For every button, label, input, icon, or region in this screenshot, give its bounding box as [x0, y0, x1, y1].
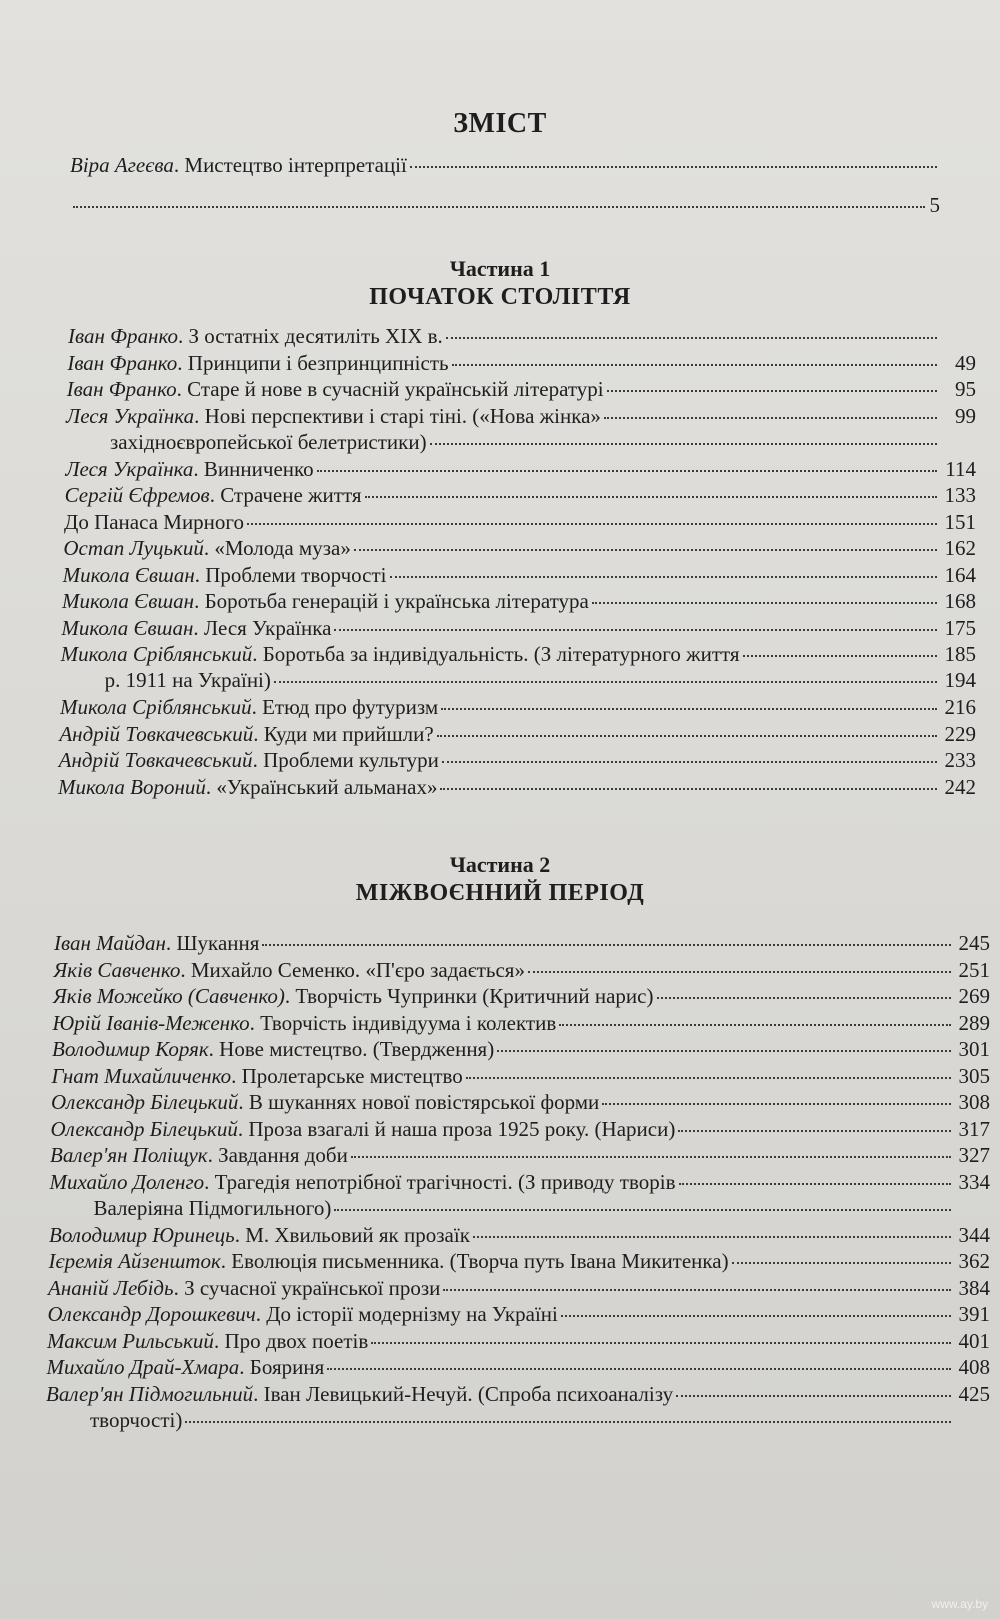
entry-page: 216 — [944, 695, 976, 719]
leader-dots — [452, 364, 937, 366]
entry-page: 49 — [954, 350, 976, 375]
entry-author: Іван Майдан — [54, 931, 166, 955]
entry-author: Андрій Товкачевський — [59, 721, 254, 746]
entry-line — [53, 983, 990, 1009]
entry-author: Леся Українка — [66, 403, 195, 428]
entry-line — [46, 1381, 990, 1407]
toc-entry — [46, 1381, 990, 1433]
entry-line — [61, 641, 976, 667]
entry-line — [66, 403, 976, 429]
entry-author: Валер'ян Поліщук — [50, 1143, 208, 1167]
toc-entry — [48, 1301, 991, 1327]
entry-line — [50, 1195, 991, 1221]
leader-dots — [466, 1077, 951, 1079]
entry-page: 175 — [944, 615, 976, 640]
entry-author: Остап Луцький — [63, 536, 204, 560]
leader-dots — [334, 1209, 951, 1211]
separator: . — [165, 931, 177, 955]
toc-entry — [54, 930, 990, 956]
entry-line — [49, 1248, 991, 1274]
entry-line — [65, 482, 976, 508]
entry-page: 308 — [958, 1090, 990, 1114]
entry-line — [68, 323, 976, 349]
entry-title: Принципи і безпринципність — [187, 350, 449, 375]
entry-page: 391 — [958, 1302, 990, 1326]
leader-dots — [440, 788, 937, 790]
entry-title: З остатніх десятиліть XIX в. — [188, 324, 443, 348]
toc-entry — [59, 721, 976, 747]
entry-line — [58, 774, 976, 800]
entry-page: 301 — [958, 1037, 990, 1061]
leader-dots — [354, 549, 937, 551]
toc-entry-intro: Віра Агеєва . Мистецтво інтерпретації 5 — [70, 153, 940, 217]
entry-author: Іван Франко — [66, 377, 177, 401]
separator: . — [194, 403, 205, 428]
entry-title: Шукання — [176, 931, 260, 955]
entry-line — [47, 1328, 990, 1354]
entry-title: Пролетарське мистецтво — [241, 1063, 463, 1088]
entry-line — [63, 535, 976, 561]
leader-dots — [274, 681, 937, 683]
leader-dots — [446, 337, 937, 339]
entry-line — [54, 930, 990, 956]
toc-entry — [67, 376, 976, 402]
entry-page: 251 — [958, 957, 990, 982]
entry-title: М. Хвильовий як прозаїк — [245, 1222, 470, 1247]
entry-line — [67, 350, 976, 376]
leader-dots — [678, 1130, 951, 1132]
toc-entry — [50, 1169, 991, 1221]
separator: . — [209, 483, 221, 507]
entry-title: Куди ми прийшли? — [263, 721, 434, 746]
separator: . — [193, 456, 204, 481]
leader-dots — [327, 1368, 951, 1370]
entry-page: 327 — [958, 1143, 990, 1167]
separator: . — [237, 1116, 249, 1141]
entry-author: Юрій Іванів-Меженко — [52, 1010, 250, 1035]
entry-page: 151 — [944, 509, 976, 534]
leader-dots — [442, 761, 937, 763]
entry-title: Нове мистецтво. (Твердження) — [219, 1037, 495, 1061]
entry-title: Михайло Семенко. «П'єро задається» — [190, 957, 525, 982]
entry-page: 164 — [944, 562, 976, 587]
entry-author: Леся Українка — [65, 456, 194, 481]
leader-dots — [410, 166, 937, 168]
toc-entry — [66, 403, 976, 455]
toc-entry — [64, 509, 976, 535]
toc-entry — [47, 1328, 990, 1354]
leader-dots — [430, 443, 937, 445]
entry-line — [59, 721, 976, 747]
entry-author: Сергій Єфремов — [64, 483, 210, 507]
entry-page: 408 — [958, 1355, 990, 1379]
entry-line — [48, 1275, 990, 1301]
entry-title: Проза взагалі й наша проза 1925 року. (Нариси) — [248, 1116, 676, 1141]
toc-entry — [47, 1354, 991, 1380]
entry-author: Микола Сріблянський — [60, 642, 253, 666]
leader-dots — [561, 1315, 951, 1317]
toc-entry — [54, 957, 991, 983]
entry-title: Еволюція письменника. (Творча путь Івана Микитенка) — [231, 1249, 729, 1273]
entry-author: Олександр Дорошкевич — [47, 1302, 256, 1326]
entry-line — [50, 1169, 991, 1195]
entry-author: Валер'ян Підмогильний — [46, 1381, 254, 1406]
entry-title: «Український альманах» — [216, 774, 438, 799]
entry-author: Микола Євшан — [62, 589, 195, 613]
entry-page: 401 — [958, 1328, 990, 1353]
entry-line — [46, 1407, 990, 1433]
part-number: Частина 1 — [449, 256, 551, 281]
entry-title: Про двох поетів — [224, 1328, 369, 1353]
leader-dots — [602, 1103, 951, 1105]
entry-page: 185 — [944, 642, 976, 666]
entry-author: Яків Можейко (Савченко) — [53, 984, 285, 1008]
separator: . — [173, 1275, 185, 1300]
entry-author: Гнат Михайличенко — [51, 1063, 232, 1088]
toc-entry — [65, 456, 976, 482]
entry-line — [53, 1010, 991, 1036]
entry-author: Іван Франко — [67, 350, 178, 375]
entry-title: Мистецтво інтерпретації — [184, 153, 407, 177]
part-heading — [0, 852, 1000, 907]
toc-entry — [52, 1036, 990, 1062]
entry-author: Михайло Драй-Хмара — [46, 1355, 240, 1379]
toc-entry — [68, 323, 976, 349]
leader-dots — [247, 523, 937, 525]
entry-author: Ієремія Айзеншток — [48, 1249, 221, 1273]
entry-author: Володимир Коряк — [52, 1037, 209, 1061]
entry-title: До Панаса Мирного — [64, 509, 245, 534]
entry-title: До історії модернізму на Україні — [266, 1302, 558, 1326]
leader-dots — [676, 1395, 951, 1397]
leader-dots — [317, 470, 937, 472]
toc-entry — [63, 562, 976, 588]
toc-entry — [49, 1222, 990, 1248]
separator: . — [284, 984, 296, 1008]
entry-title: Бояриня — [249, 1355, 325, 1379]
separator: . — [253, 1381, 264, 1406]
entry-page: 162 — [944, 536, 976, 560]
separator: . — [253, 721, 264, 746]
leader-dots — [262, 944, 951, 946]
toc-entry — [67, 350, 976, 376]
separator: . — [238, 1090, 249, 1114]
entry-author: Микола Сріблянський — [60, 695, 252, 719]
leader-dots — [559, 1024, 951, 1026]
separator: . — [208, 1037, 220, 1061]
entry-title: «Молода муза» — [214, 536, 351, 560]
leader-dots — [441, 708, 937, 710]
entry-author: Андрій Товкачевський — [58, 748, 253, 772]
entry-title: Проблеми культури — [263, 748, 439, 772]
toc-entry — [59, 747, 976, 773]
leader-dots — [371, 1342, 951, 1344]
entry-title: Леся Українка — [203, 615, 332, 640]
entry-page: 233 — [944, 748, 976, 772]
leader-dots — [365, 496, 937, 498]
separator: . — [205, 774, 217, 799]
entry-author: Михайло Доленго — [49, 1169, 205, 1194]
separator: . — [207, 1143, 219, 1167]
entry-line — [52, 1036, 990, 1062]
entry-title: Старе й нове в сучасній українській літературі — [187, 377, 604, 401]
entry-line — [60, 694, 976, 720]
leader-dots — [657, 997, 952, 999]
leader-dots — [607, 390, 937, 392]
leader-dots — [390, 576, 937, 578]
entry-title: З сучасної української прози — [184, 1275, 441, 1300]
entry-page: 99 — [955, 403, 976, 428]
entry-title: Трагедія непотрібної трагічності. (З приводу творів — [214, 1169, 676, 1194]
entry-line — [62, 588, 976, 614]
separator: . — [239, 1355, 250, 1379]
entry-page: 362 — [958, 1249, 990, 1273]
entry-author: Ананій Лебідь — [48, 1275, 174, 1300]
entry-author: Іван Франко — [68, 324, 178, 348]
toc-entry — [51, 1116, 991, 1142]
entry-line — [59, 747, 976, 773]
leader-dots — [732, 1262, 951, 1264]
entry-title-cont: Валеріяна Підмогильного) — [93, 1195, 332, 1220]
separator: . — [177, 324, 189, 348]
entry-title: Творчість Чупринки (Критичний нарис) — [295, 984, 654, 1008]
entry-title: Нові перспективи і старі тіні. («Нова жінка» — [204, 403, 601, 428]
entry-title: Творчість індивідуума і колектив — [260, 1010, 557, 1035]
entry-page: 229 — [944, 721, 976, 746]
entry-line — [51, 1089, 990, 1115]
entry-page: 168 — [944, 589, 976, 613]
leader-dots — [334, 629, 937, 631]
entry-page: 133 — [944, 483, 976, 507]
leader-dots — [351, 1156, 951, 1158]
entry-page: 289 — [958, 1010, 990, 1035]
entry-line — [64, 509, 976, 535]
entry-title: Боротьба за індивідуальність. (З літературного життя — [262, 642, 740, 666]
separator: . — [255, 1302, 267, 1326]
toc-entry — [62, 588, 976, 614]
entry-line — [54, 957, 991, 983]
toc-entry — [49, 1248, 991, 1274]
entry-title-cont: західноєвропейської белетристики) — [110, 429, 427, 454]
leader-dots — [743, 655, 937, 657]
separator: . — [251, 695, 263, 719]
leader-dots — [592, 602, 937, 604]
entry-line — [66, 429, 976, 455]
toc-entry — [65, 482, 976, 508]
separator: . — [176, 377, 188, 401]
separator: . — [234, 1222, 246, 1247]
entry-author: Яків Савченко — [53, 957, 181, 982]
entry-page: 269 — [958, 984, 990, 1008]
entry-line — [67, 376, 976, 402]
separator: . — [194, 589, 205, 613]
page-title: ЗМІСТ — [453, 108, 547, 139]
entry-page: 5 — [929, 193, 940, 217]
entry-page: 384 — [958, 1275, 990, 1300]
entry-page: 245 — [958, 931, 990, 955]
part-heading — [0, 256, 1000, 311]
entry-line — [65, 456, 976, 482]
part-number: Частина 2 — [449, 852, 551, 877]
toc-entry — [52, 1063, 991, 1089]
entry-title: Боротьба генерацій і українська література — [204, 589, 589, 613]
separator: . — [231, 1063, 242, 1088]
entry-line — [61, 615, 976, 641]
separator: . — [252, 748, 264, 772]
toc-entry — [53, 983, 990, 1009]
part-name: ПОЧАТОК СТОЛІТТЯ — [369, 284, 631, 310]
entry-author: Микола Євшан — [61, 615, 194, 640]
watermark: www.ay.by — [931, 1597, 988, 1611]
entry-line — [61, 667, 976, 693]
entry-author: Віра Агеєва — [70, 153, 174, 177]
entry-page: 425 — [958, 1381, 990, 1406]
toc-entry — [53, 1010, 991, 1036]
entry-page: 95 — [954, 377, 976, 401]
toc-entry — [51, 1089, 990, 1115]
entry-page: 305 — [958, 1063, 990, 1088]
entry-title: Завдання доби — [218, 1143, 348, 1167]
leader-dots — [437, 735, 937, 737]
leader-dots — [604, 417, 937, 419]
toc-entry — [61, 615, 976, 641]
entry-title-cont: творчості) — [90, 1407, 183, 1432]
separator: . — [252, 642, 263, 666]
toc-entry — [48, 1275, 990, 1301]
separator: . — [203, 536, 215, 560]
entry-line — [50, 1142, 990, 1168]
toc-entry — [60, 694, 976, 720]
entry-line — [47, 1354, 991, 1380]
entry-title: Винниченко — [203, 456, 314, 481]
entry-title: Страчене життя — [220, 483, 362, 507]
toc-entry — [58, 774, 976, 800]
entry-line — [63, 562, 976, 588]
entry-page: 344 — [958, 1222, 990, 1247]
entry-title-cont: р. 1911 на Україні) — [104, 668, 271, 692]
entry-line — [52, 1063, 991, 1089]
entry-page: 194 — [944, 668, 976, 692]
separator: . — [193, 615, 204, 640]
entry-page: 317 — [958, 1116, 990, 1141]
entry-line — [51, 1116, 991, 1142]
separator: . — [180, 957, 191, 982]
leader-dots — [497, 1050, 951, 1052]
toc-entry — [63, 535, 976, 561]
leader-dots — [443, 1289, 951, 1291]
leader-dots — [185, 1421, 951, 1423]
entry-author: Володимир Юринець — [49, 1222, 235, 1247]
separator: . — [194, 562, 206, 587]
entry-title: В шуканнях нової повістярської форми — [248, 1090, 600, 1114]
leader-dots — [679, 1183, 951, 1185]
separator: . — [249, 1010, 261, 1035]
entry-line — [49, 1222, 990, 1248]
entry-page: 114 — [945, 456, 976, 481]
entry-author: Олександр Білецький — [51, 1090, 239, 1114]
separator: . — [213, 1328, 225, 1353]
separator: . — [204, 1169, 215, 1194]
leader-dots — [528, 971, 951, 973]
entry-author: Максим Рильський — [47, 1328, 214, 1353]
toc-entry — [50, 1142, 990, 1168]
separator: . — [177, 350, 188, 375]
leader-dots — [73, 206, 925, 208]
entry-title: Проблеми творчості — [205, 562, 387, 587]
entry-title: Іван Левицький-Нечуй. (Спроба психоаналізу — [263, 1381, 674, 1406]
leader-dots — [473, 1236, 951, 1238]
entry-author: Микола Євшан — [62, 562, 195, 587]
toc-entry — [61, 641, 976, 693]
entry-page: 334 — [958, 1169, 990, 1194]
entry-author: Олександр Білецький — [50, 1116, 238, 1141]
separator: . — [220, 1249, 232, 1273]
entry-author: Микола Вороний — [58, 774, 206, 799]
entry-title: Етюд про футуризм — [262, 695, 439, 719]
entry-line — [48, 1301, 991, 1327]
part-name: МІЖВОЄННИЙ ПЕРІОД — [355, 880, 645, 906]
entry-page: 242 — [944, 774, 976, 799]
